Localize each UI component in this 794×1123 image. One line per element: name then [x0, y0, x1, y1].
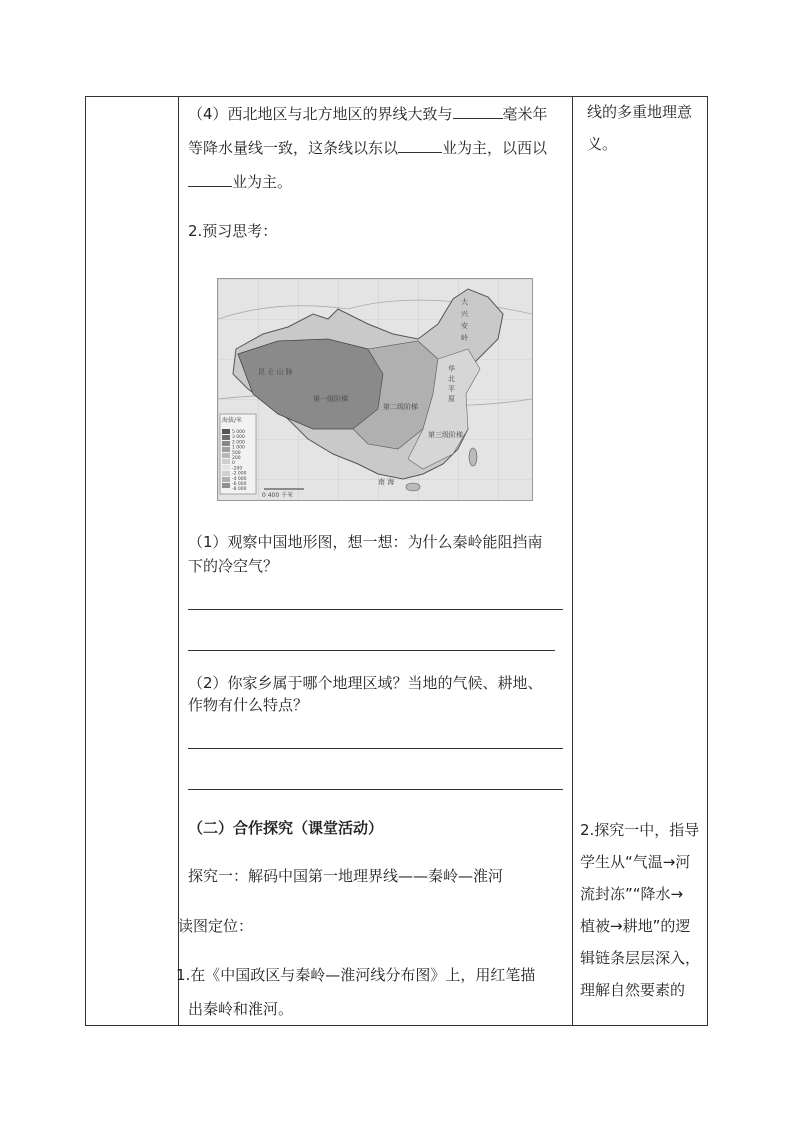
khingan-char: 兴: [461, 310, 468, 318]
q4-blank-1[interactable]: [453, 104, 503, 119]
read-map-label: 读图定位：: [178, 917, 254, 935]
right-top-line2: 义。: [587, 135, 618, 153]
legend-value: 1 000: [232, 445, 245, 451]
right-note-line: 2.探究一中，指导: [580, 821, 700, 839]
label-kunlun: 昆 仑 山 脉: [258, 368, 293, 376]
label-tier3: 第三级阶梯: [428, 431, 463, 439]
q4-text-d: 业为主，以西以: [442, 139, 548, 157]
q2-line2: 作物有什么特点？: [188, 696, 309, 714]
q4-text-c: 等降水量线一致，这条线以东以: [188, 139, 399, 157]
q1-answer-line-1[interactable]: [188, 609, 563, 610]
q1-line1: （1）观察中国地形图，想一想：为什么秦岭能阻挡南: [188, 533, 543, 551]
q4-line1: [188, 104, 548, 124]
legend-value: 5 000: [232, 430, 245, 435]
right-note-line: 理解自然要素的: [580, 981, 686, 999]
q4-line2: [188, 138, 547, 158]
legend-value: 0: [232, 461, 235, 467]
q2-answer-line-2[interactable]: [188, 789, 563, 790]
scale-label: 0 400 千米: [262, 492, 294, 499]
china-terrain-map: [217, 278, 533, 501]
khingan-char: 岭: [461, 334, 468, 342]
right-note-line: 流封冻”“降水→: [580, 885, 684, 903]
plain-char: 华: [448, 365, 455, 373]
q4-blank-2[interactable]: [398, 138, 442, 153]
plain-char: 原: [448, 395, 455, 403]
plain-char: 平: [448, 385, 455, 393]
right-note-line: 植被→耕地”的逻: [580, 917, 691, 935]
khingan-char: 大: [461, 298, 468, 306]
q1-answer-line-2[interactable]: [188, 650, 555, 651]
right-top-line1: 线的多重地理意: [587, 103, 693, 121]
column-divider-right: [572, 96, 573, 1026]
legend-value: -200: [232, 466, 243, 472]
legend-value: -6 000: [232, 482, 247, 487]
legend-value: -2 000: [232, 471, 247, 477]
legend-value: 2 000: [232, 440, 245, 446]
q2-line1: （2）你家乡属于哪个地理区域？当地的气候、耕地、: [188, 674, 543, 692]
q4-text-a: （4）西北地区与北方地区的界线大致与: [188, 105, 453, 123]
item1-line2: 出秦岭和淮河。: [188, 1000, 294, 1018]
label-tier1: 第一级阶梯: [313, 395, 348, 403]
q4-text-e: 业为主。: [232, 173, 293, 191]
item1-line1: 1.在《中国政区与秦岭—淮河线分布图》上，用红笔描: [176, 966, 536, 984]
q4-blank-3[interactable]: [188, 172, 232, 187]
right-note-line: 辑链条层层深入，: [580, 949, 701, 967]
legend-value: -4 000: [232, 476, 247, 482]
legend-title: 海拔/米: [222, 417, 243, 424]
q4-text-b: 毫米年: [502, 105, 548, 123]
legend-value: 200: [232, 456, 241, 461]
plain-char: 北: [448, 375, 455, 383]
legend-value: 3 000: [232, 435, 245, 441]
q2-answer-line-1[interactable]: [188, 748, 563, 749]
legend-value: 500: [232, 450, 241, 456]
q4-line3: [188, 172, 292, 192]
label-tier2: 第二级阶梯: [383, 403, 418, 411]
label-south-sea: 南 海: [378, 478, 395, 486]
khingan-char: 安: [461, 322, 468, 330]
section2-title: （二）合作探究（课堂活动）: [188, 819, 384, 837]
preview-heading: 2.预习思考：: [188, 222, 278, 240]
explore1-title: 探究一：解码中国第一地理界线——秦岭—淮河: [188, 867, 504, 885]
column-divider-left: [178, 96, 179, 1026]
q1-line2: 下的冷空气？: [188, 557, 279, 575]
right-note-line: 学生从“气温→河: [580, 853, 691, 871]
legend-value: -8 000: [232, 487, 247, 493]
